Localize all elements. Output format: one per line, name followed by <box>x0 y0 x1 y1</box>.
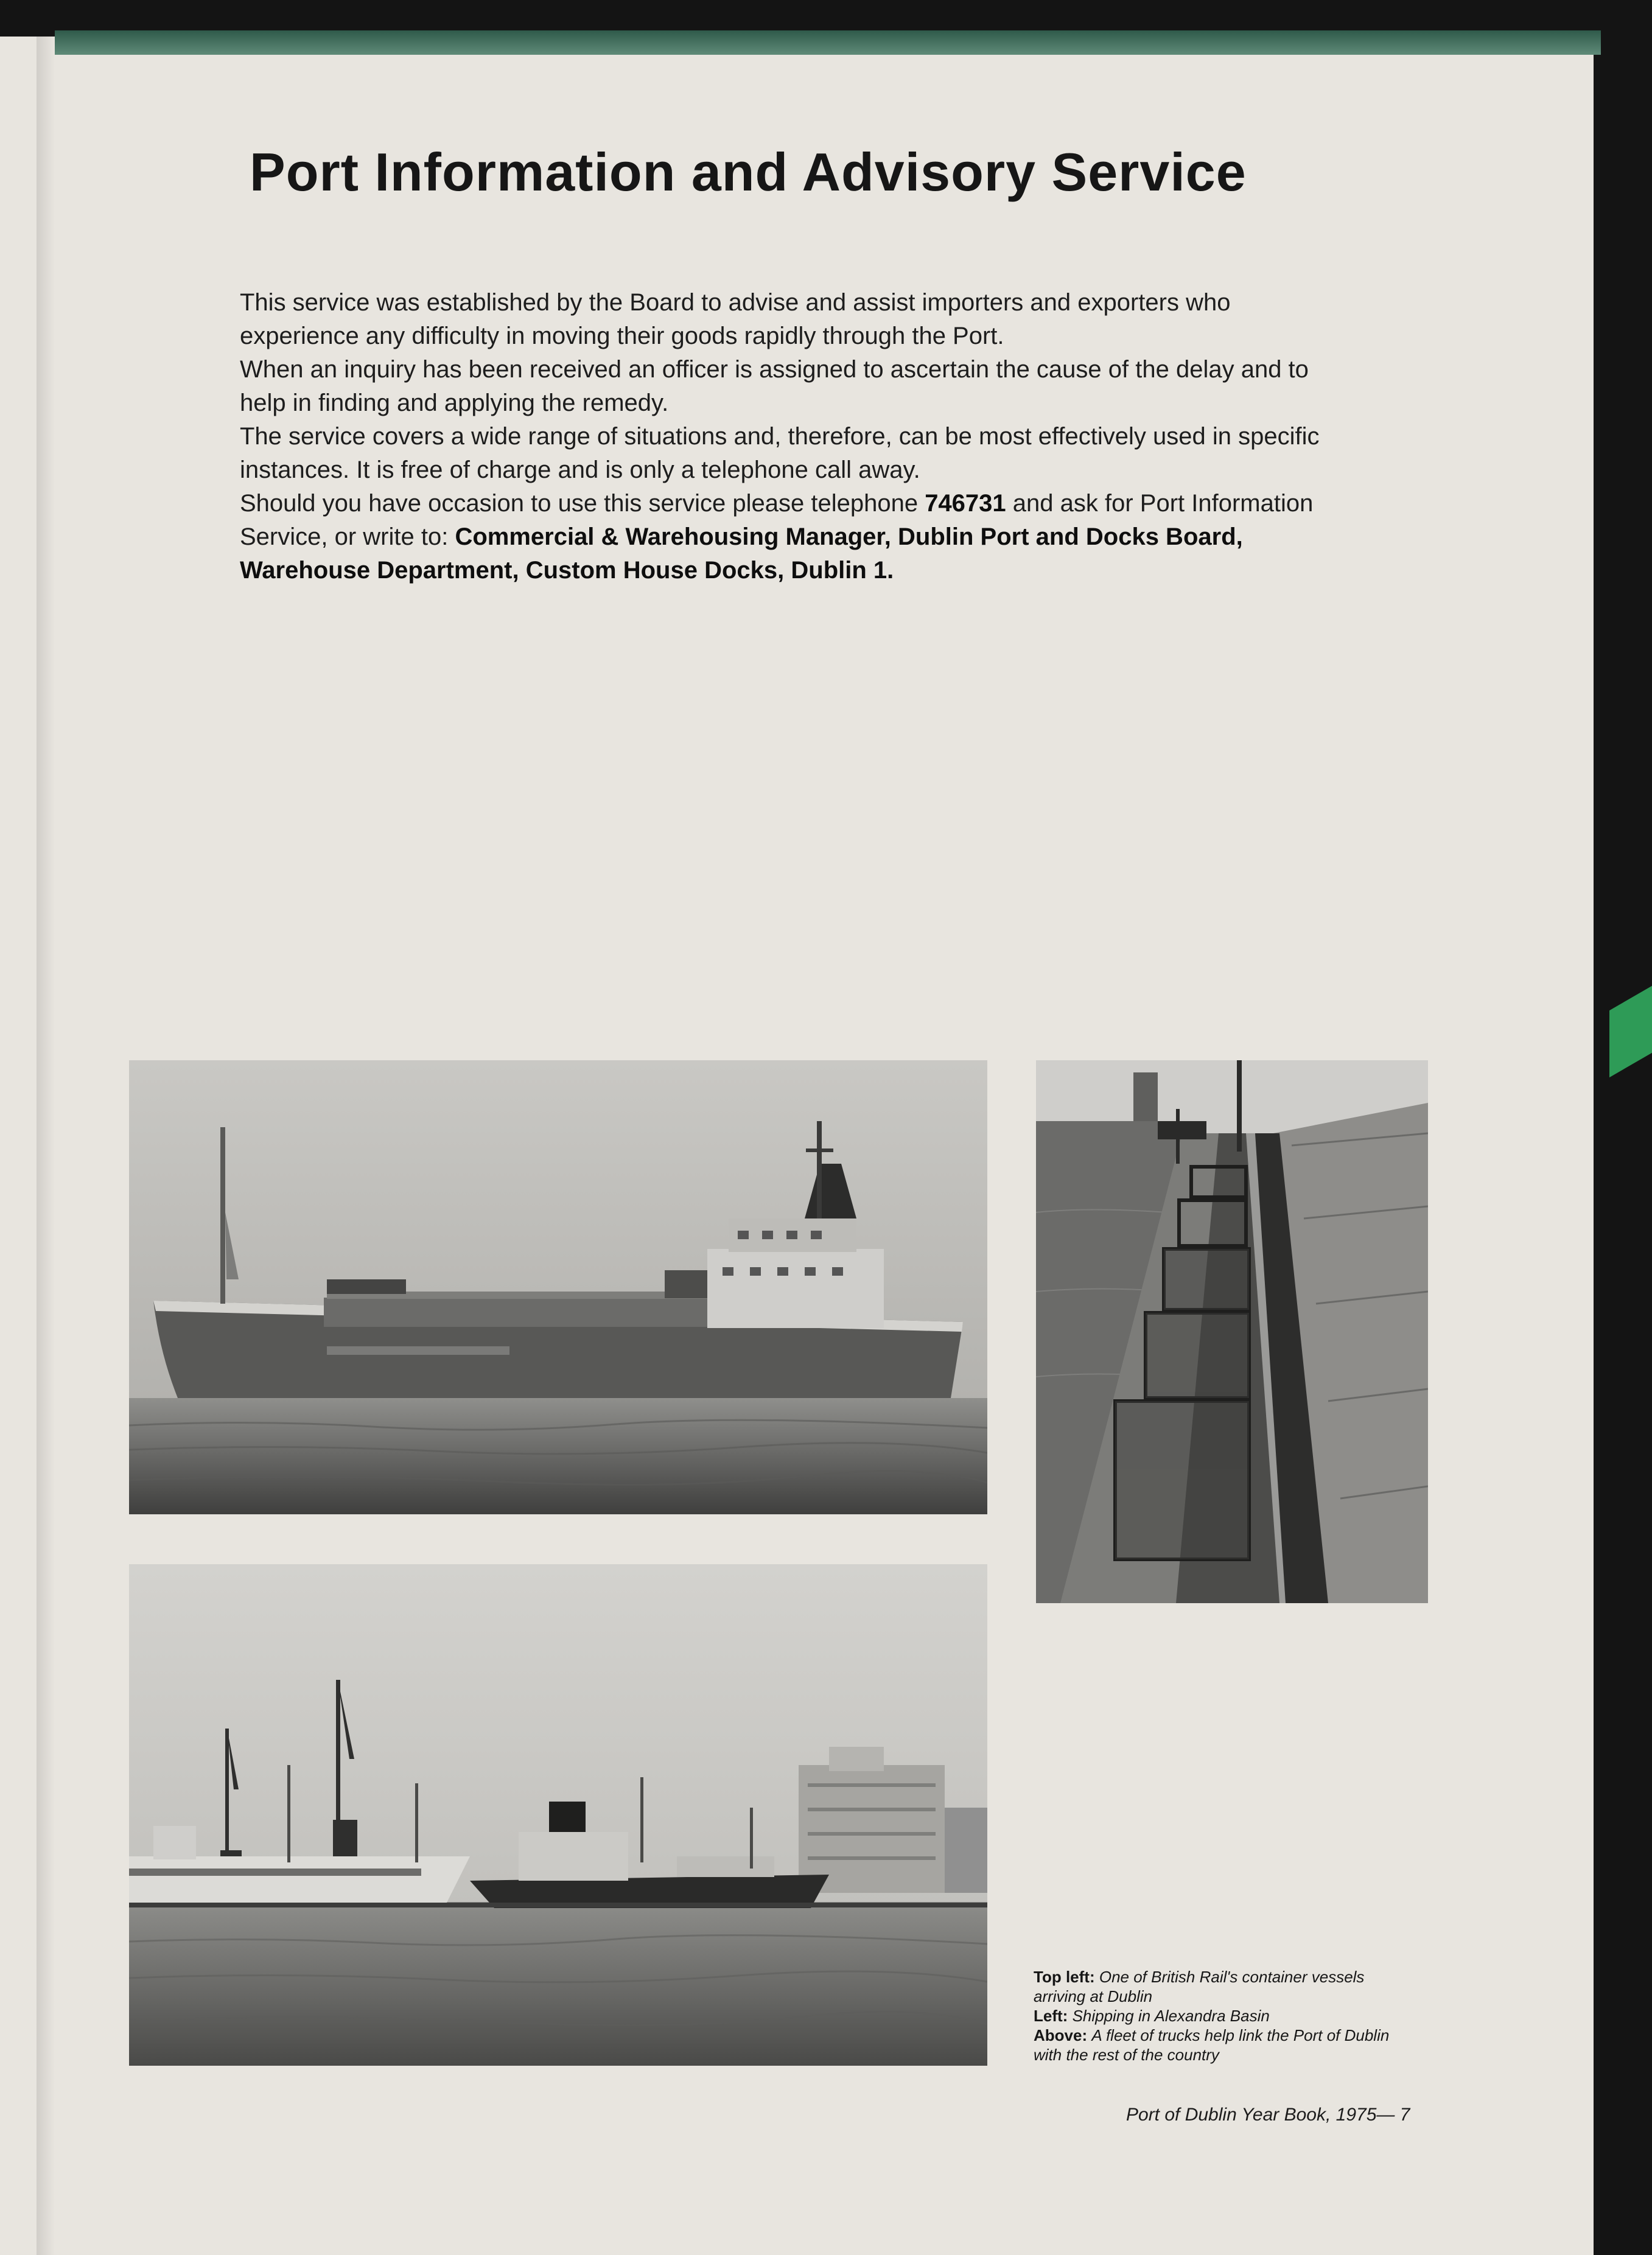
paragraph-4-intro: Should you have occasion to use this service please telephone <box>240 490 925 517</box>
phone-number: 746731 <box>925 490 1006 517</box>
alexandra-basin-photo <box>129 1564 987 2066</box>
trucks-quay-photo <box>1036 1060 1428 1603</box>
page-top-edge <box>55 30 1601 55</box>
paragraph-2: When an inquiry has been received an officer is assigned to ascertain the cause of the delay and to help in finding and applying the remedy. <box>240 356 1309 416</box>
caption-top-left <box>1034 1967 1411 2006</box>
page-title: Port Information and Advisory Service <box>250 142 1247 202</box>
article-body <box>240 286 1354 587</box>
caption-left-text: Shipping in Alexandra Basin <box>1072 2007 1270 2025</box>
photo-captions <box>1034 1967 1411 2064</box>
paragraph-4-middle: and ask for Port Information Service, or write to: <box>240 490 1314 550</box>
caption-above-text: A fleet of trucks help link the Port of Dublin with the rest of the country <box>1034 2026 1390 2064</box>
container-vessel-photo <box>129 1060 987 1514</box>
caption-top-left-text: One of British Rail's container vessels arriving at Dublin <box>1034 1968 1365 2005</box>
paragraph-3: The service covers a wide range of situations and, therefore, can be most effectively used in specific instances. It is free of charge and is only a telephone call away. <box>240 423 1320 483</box>
caption-top-left-label: Top left: <box>1034 1968 1095 1986</box>
postal-address: Commercial & Warehousing Manager, Dublin Port and Docks Board, Warehouse Department, Custom House Docks, Dublin 1. <box>240 523 1243 584</box>
caption-left <box>1034 2006 1411 2026</box>
page-footer: Port of Dublin Year Book, 1975— 7 <box>1126 2105 1410 2125</box>
paragraph-4 <box>240 487 1354 587</box>
page-spine-shadow <box>37 37 55 2255</box>
green-bookmark-tab <box>1609 986 1652 1077</box>
caption-above <box>1034 2026 1411 2064</box>
paragraph-1: This service was established by the Board to advise and assist importers and exporters who experience any difficulty in moving their goods rapidly through the Port. <box>240 289 1231 349</box>
caption-above-label: Above: <box>1034 2026 1088 2044</box>
caption-left-label: Left: <box>1034 2007 1068 2025</box>
